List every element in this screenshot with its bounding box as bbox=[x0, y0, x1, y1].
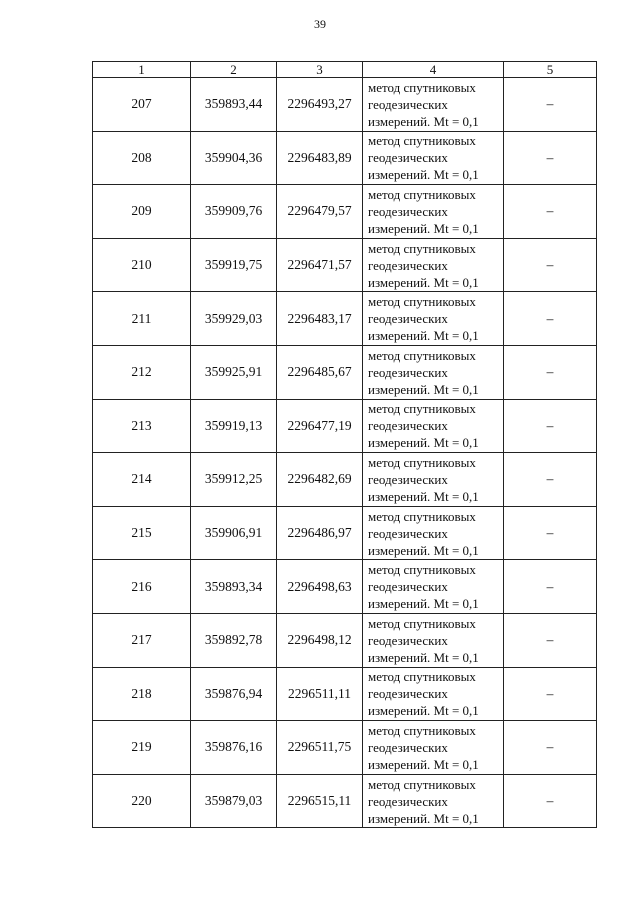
point-number: 220 bbox=[93, 774, 191, 828]
y-coordinate: 2296498,12 bbox=[277, 613, 363, 667]
point-number: 212 bbox=[93, 345, 191, 399]
method-line-2: геодезических bbox=[368, 418, 448, 434]
method-line-2: геодезических bbox=[368, 364, 448, 380]
point-number: 216 bbox=[93, 560, 191, 614]
y-coordinate: 2296479,57 bbox=[277, 185, 363, 239]
y-coordinate: 2296477,19 bbox=[277, 399, 363, 453]
method-description bbox=[363, 185, 504, 239]
method-description bbox=[363, 774, 504, 828]
method-line-2: геодезических bbox=[368, 471, 448, 487]
note: – bbox=[504, 560, 597, 614]
method-line-3: измерений. Mt = 0,1 bbox=[368, 381, 479, 397]
y-coordinate: 2296515,11 bbox=[277, 774, 363, 828]
method-line-1: метод спутниковых bbox=[368, 615, 476, 631]
x-coordinate: 359904,36 bbox=[191, 131, 277, 185]
method-line-1: метод спутниковых bbox=[368, 79, 476, 95]
table-row bbox=[93, 131, 597, 185]
table-row bbox=[93, 774, 597, 828]
method-line-2: геодезических bbox=[368, 525, 448, 541]
table-row bbox=[93, 185, 597, 239]
point-number: 214 bbox=[93, 453, 191, 507]
note: – bbox=[504, 613, 597, 667]
column-header-2: 2 bbox=[191, 62, 277, 78]
y-coordinate: 2296498,63 bbox=[277, 560, 363, 614]
method-line-3: измерений. Mt = 0,1 bbox=[368, 703, 479, 719]
table-body bbox=[93, 78, 597, 828]
table-row bbox=[93, 399, 597, 453]
x-coordinate: 359879,03 bbox=[191, 774, 277, 828]
point-number: 215 bbox=[93, 506, 191, 560]
point-number: 209 bbox=[93, 185, 191, 239]
method-description bbox=[363, 453, 504, 507]
method-line-1: метод спутниковых bbox=[368, 669, 476, 685]
table-row bbox=[93, 292, 597, 346]
table-row bbox=[93, 667, 597, 721]
method-line-2: геодезических bbox=[368, 793, 448, 809]
x-coordinate: 359909,76 bbox=[191, 185, 277, 239]
point-number: 210 bbox=[93, 238, 191, 292]
note: – bbox=[504, 238, 597, 292]
page-number: 39 bbox=[314, 17, 326, 31]
method-line-1: метод спутниковых bbox=[368, 401, 476, 417]
point-number: 213 bbox=[93, 399, 191, 453]
method-line-2: геодезических bbox=[368, 739, 448, 755]
method-description bbox=[363, 506, 504, 560]
note: – bbox=[504, 345, 597, 399]
method-line-3: измерений. Mt = 0,1 bbox=[368, 435, 479, 451]
method-line-1: метод спутниковых bbox=[368, 776, 476, 792]
method-line-3: измерений. Mt = 0,1 bbox=[368, 274, 479, 290]
method-line-3: измерений. Mt = 0,1 bbox=[368, 596, 479, 612]
y-coordinate: 2296483,17 bbox=[277, 292, 363, 346]
note: – bbox=[504, 721, 597, 775]
note: – bbox=[504, 506, 597, 560]
method-description bbox=[363, 667, 504, 721]
method-line-2: геодезических bbox=[368, 311, 448, 327]
x-coordinate: 359892,78 bbox=[191, 613, 277, 667]
method-line-3: измерений. Mt = 0,1 bbox=[368, 167, 479, 183]
table-row bbox=[93, 345, 597, 399]
y-coordinate: 2296511,75 bbox=[277, 721, 363, 775]
table-row bbox=[93, 721, 597, 775]
method-line-1: метод спутниковых bbox=[368, 186, 476, 202]
point-number: 219 bbox=[93, 721, 191, 775]
note: – bbox=[504, 774, 597, 828]
x-coordinate: 359912,25 bbox=[191, 453, 277, 507]
table-row bbox=[93, 78, 597, 132]
note: – bbox=[504, 667, 597, 721]
table-row bbox=[93, 453, 597, 507]
method-line-1: метод спутниковых bbox=[368, 133, 476, 149]
method-description bbox=[363, 560, 504, 614]
method-line-1: метод спутниковых bbox=[368, 722, 476, 738]
method-line-2: геодезических bbox=[368, 632, 448, 648]
method-line-1: метод спутниковых bbox=[368, 347, 476, 363]
method-line-2: геодезических bbox=[368, 579, 448, 595]
note: – bbox=[504, 399, 597, 453]
x-coordinate: 359893,44 bbox=[191, 78, 277, 132]
x-coordinate: 359919,13 bbox=[191, 399, 277, 453]
table-header-row bbox=[93, 62, 597, 78]
table-row bbox=[93, 506, 597, 560]
method-description bbox=[363, 613, 504, 667]
method-line-3: измерений. Mt = 0,1 bbox=[368, 649, 479, 665]
method-line-1: метод спутниковых bbox=[368, 454, 476, 470]
method-line-2: геодезических bbox=[368, 203, 448, 219]
y-coordinate: 2296485,67 bbox=[277, 345, 363, 399]
y-coordinate: 2296486,97 bbox=[277, 506, 363, 560]
method-line-1: метод спутниковых bbox=[368, 240, 476, 256]
method-description bbox=[363, 721, 504, 775]
method-description bbox=[363, 131, 504, 185]
note: – bbox=[504, 131, 597, 185]
point-number: 208 bbox=[93, 131, 191, 185]
method-line-3: измерений. Mt = 0,1 bbox=[368, 542, 479, 558]
method-description bbox=[363, 292, 504, 346]
y-coordinate: 2296511,11 bbox=[277, 667, 363, 721]
method-line-3: измерений. Mt = 0,1 bbox=[368, 328, 479, 344]
method-line-1: метод спутниковых bbox=[368, 294, 476, 310]
method-line-2: геодезических bbox=[368, 150, 448, 166]
x-coordinate: 359919,75 bbox=[191, 238, 277, 292]
column-header-5: 5 bbox=[504, 62, 597, 78]
x-coordinate: 359876,16 bbox=[191, 721, 277, 775]
note: – bbox=[504, 292, 597, 346]
column-header-1: 1 bbox=[93, 62, 191, 78]
y-coordinate: 2296483,89 bbox=[277, 131, 363, 185]
method-line-2: геодезических bbox=[368, 96, 448, 112]
y-coordinate: 2296493,27 bbox=[277, 78, 363, 132]
point-number: 207 bbox=[93, 78, 191, 132]
x-coordinate: 359876,94 bbox=[191, 667, 277, 721]
method-line-3: измерений. Mt = 0,1 bbox=[368, 756, 479, 772]
y-coordinate: 2296482,69 bbox=[277, 453, 363, 507]
column-header-3: 3 bbox=[277, 62, 363, 78]
method-line-2: геодезических bbox=[368, 686, 448, 702]
method-description bbox=[363, 345, 504, 399]
method-line-3: измерений. Mt = 0,1 bbox=[368, 220, 479, 236]
method-line-1: метод спутниковых bbox=[368, 562, 476, 578]
note: – bbox=[504, 453, 597, 507]
x-coordinate: 359929,03 bbox=[191, 292, 277, 346]
method-description bbox=[363, 399, 504, 453]
x-coordinate: 359893,34 bbox=[191, 560, 277, 614]
table-row bbox=[93, 238, 597, 292]
point-number: 217 bbox=[93, 613, 191, 667]
point-number: 211 bbox=[93, 292, 191, 346]
note: – bbox=[504, 78, 597, 132]
column-header-4: 4 bbox=[363, 62, 504, 78]
note: – bbox=[504, 185, 597, 239]
x-coordinate: 359906,91 bbox=[191, 506, 277, 560]
table-row bbox=[93, 560, 597, 614]
y-coordinate: 2296471,57 bbox=[277, 238, 363, 292]
table-row bbox=[93, 613, 597, 667]
method-line-1: метод спутниковых bbox=[368, 508, 476, 524]
method-description bbox=[363, 238, 504, 292]
method-line-3: измерений. Mt = 0,1 bbox=[368, 113, 479, 129]
method-line-3: измерений. Mt = 0,1 bbox=[368, 488, 479, 504]
coordinates-table bbox=[92, 61, 597, 828]
point-number: 218 bbox=[93, 667, 191, 721]
method-line-2: геодезических bbox=[368, 257, 448, 273]
x-coordinate: 359925,91 bbox=[191, 345, 277, 399]
method-line-3: измерений. Mt = 0,1 bbox=[368, 810, 479, 826]
method-description bbox=[363, 78, 504, 132]
